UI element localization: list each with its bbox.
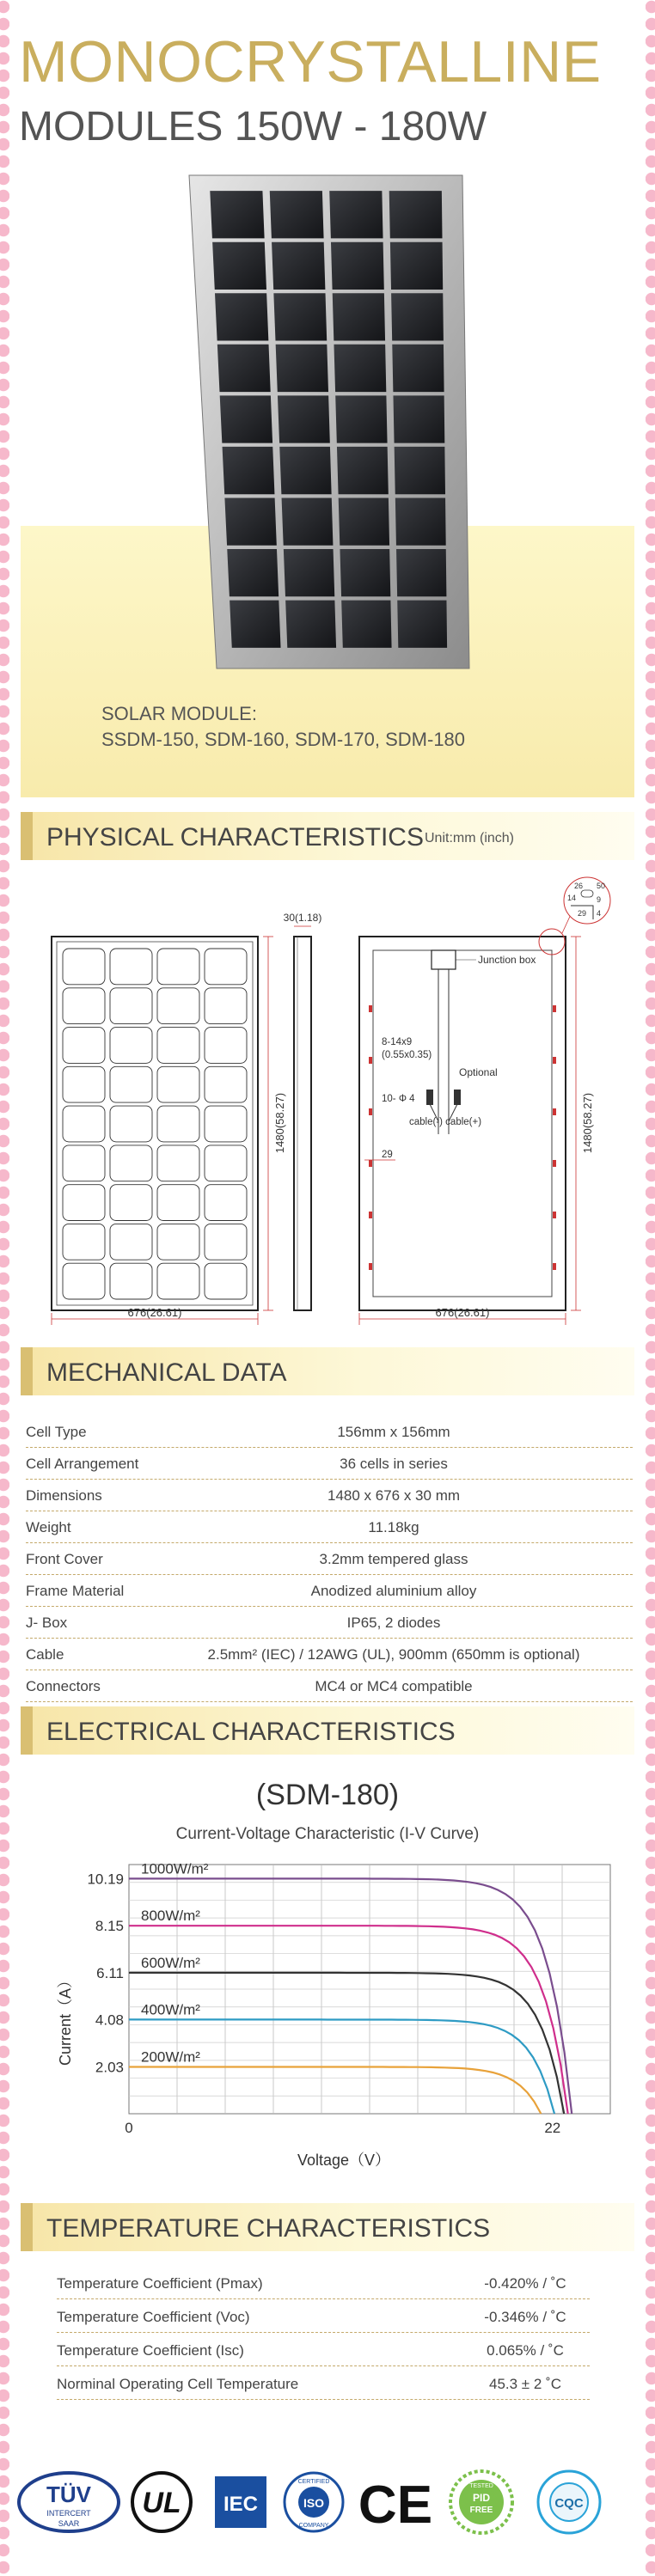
- back-view: [359, 877, 610, 1325]
- section-physical-header: [21, 812, 634, 860]
- y-tick-label: 6.11: [96, 1964, 124, 1981]
- front-cell: [110, 1224, 152, 1260]
- table-row: [57, 2366, 590, 2400]
- front-width-dim: 676(26.61): [127, 1306, 182, 1319]
- left-decorative-border: [0, 0, 9, 2576]
- page-title: MONOCRYSTALLINE: [19, 29, 602, 95]
- front-cell: [110, 988, 152, 1024]
- row-key: Temperature Coefficient (Voc): [57, 2309, 250, 2325]
- table-row: [26, 1416, 633, 1448]
- front-cell: [157, 988, 199, 1024]
- panel-cell: [333, 293, 385, 340]
- table-row: [26, 1543, 633, 1575]
- panel-cell: [279, 447, 331, 494]
- front-cell: [157, 1028, 199, 1064]
- table-row: [26, 1448, 633, 1480]
- panel-cell: [390, 242, 443, 290]
- panel-cell: [329, 191, 383, 238]
- panel-cell: [339, 497, 389, 545]
- mounting-hole: [369, 1108, 372, 1115]
- panel-cell: [335, 395, 387, 443]
- y-tick-label: 2.03: [95, 2059, 124, 2076]
- tuv-text: TÜV: [46, 2481, 91, 2507]
- front-cell: [63, 1028, 105, 1064]
- front-cell: [157, 1185, 199, 1221]
- panel-cell: [270, 191, 324, 238]
- row-key: Temperature Coefficient (Pmax): [57, 2275, 263, 2292]
- table-row: [26, 1480, 633, 1511]
- mounting-hole: [553, 1005, 556, 1012]
- row-key: Dimensions: [26, 1487, 102, 1504]
- panel-cell: [282, 497, 334, 545]
- row-value: 156mm x 156mm: [337, 1424, 450, 1440]
- panel-cell: [389, 191, 443, 238]
- holes-label: 8-14x9: [382, 1037, 413, 1047]
- front-cell: [205, 988, 247, 1024]
- series-label: 800W/m²: [141, 1908, 200, 1925]
- detail-dim-50: 50: [597, 882, 606, 890]
- row-value: -0.346% / ˚C: [484, 2309, 566, 2325]
- mounting-hole: [553, 1057, 556, 1064]
- side-view: [284, 912, 322, 1310]
- pid-text: PID: [472, 2492, 491, 2504]
- front-cell: [63, 1185, 105, 1221]
- detail-dim-14: 14: [567, 894, 577, 902]
- front-cell: [110, 1145, 152, 1181]
- panel-cell: [341, 601, 391, 648]
- row-value: 36 cells in series: [340, 1456, 448, 1472]
- front-cell: [63, 1106, 105, 1142]
- front-cell: [63, 988, 105, 1024]
- table-row: [26, 1607, 633, 1639]
- row-key: Frame Material: [26, 1583, 125, 1599]
- panel-cell: [393, 395, 444, 443]
- detail-dim-9: 9: [597, 895, 602, 904]
- ul-logo: [132, 2473, 191, 2531]
- row-value: 2.5mm² (IEC) / 12AWG (UL), 900mm (650mm is optional): [207, 1646, 580, 1663]
- iso-text: ISO: [303, 2496, 325, 2510]
- front-cell: [63, 1066, 105, 1102]
- row-key: Temperature Coefficient (Isc): [57, 2342, 244, 2359]
- mounting-hole: [369, 1160, 372, 1167]
- panel-cell: [212, 242, 266, 290]
- edge-dim: 29: [382, 1150, 393, 1160]
- y-tick-label: 8.15: [95, 1918, 124, 1935]
- iv-curve-chart: [52, 1847, 636, 2174]
- iec-logo: [215, 2476, 266, 2528]
- right-decorative-border: [646, 0, 655, 2576]
- front-cell: [205, 1066, 247, 1102]
- iso-top-text: CERTIFIED: [297, 2479, 330, 2485]
- front-cell: [157, 1145, 199, 1181]
- pid-bottom-text: FREE: [469, 2506, 493, 2515]
- table-row: [26, 1639, 633, 1670]
- back-width-dim: 676(26.61): [435, 1306, 490, 1319]
- series-label: 400W/m²: [141, 2001, 200, 2018]
- front-cell: [157, 1224, 199, 1260]
- section-mechanical-title: MECHANICAL DATA: [46, 1358, 287, 1387]
- hero-label: SOLAR MODULE:: [101, 703, 257, 724]
- mounting-hole: [553, 1108, 556, 1115]
- front-cell: [205, 1145, 247, 1181]
- front-height-dim: 1480(58.27): [273, 1092, 286, 1154]
- panel-cell: [331, 242, 384, 290]
- physical-drawing: [34, 876, 636, 1332]
- mounting-hole: [369, 1057, 372, 1064]
- tuv-sub1: INTERCERT: [46, 2509, 91, 2518]
- section-electrical-title: ELECTRICAL CHARACTERISTICS: [46, 1718, 456, 1746]
- mounting-hole: [553, 1212, 556, 1218]
- front-view: [52, 937, 286, 1325]
- front-cell: [157, 1263, 199, 1299]
- unit-label: Unit:mm (inch): [425, 831, 515, 845]
- back-height-dim: 1480(58.27): [581, 1092, 594, 1154]
- front-cell: [110, 1066, 152, 1102]
- front-cell: [63, 1224, 105, 1260]
- row-value: 11.18kg: [368, 1519, 419, 1535]
- cqc-logo: [538, 2471, 600, 2533]
- mechanical-table: [26, 1416, 633, 1702]
- front-cell: [157, 1106, 199, 1142]
- panel-cell: [210, 191, 264, 238]
- x-tick-label: 0: [125, 2120, 133, 2136]
- front-cell: [157, 1066, 199, 1102]
- row-value: 0.065% / ˚C: [487, 2342, 564, 2359]
- row-value: -0.420% / ˚C: [484, 2275, 566, 2292]
- y-tick-label: 4.08: [95, 2011, 124, 2029]
- chart-title: Current-Voltage Characteristic (I-V Curve): [175, 1825, 480, 1843]
- cables-label: cable(-) cable(+): [409, 1117, 482, 1127]
- row-value: IP65, 2 diodes: [346, 1615, 441, 1631]
- table-row: [57, 2299, 590, 2333]
- certification-logos: [17, 2459, 638, 2545]
- front-cell: [205, 949, 247, 985]
- series-label: 600W/m²: [141, 1954, 200, 1971]
- panel-cell: [227, 549, 279, 596]
- panel-cell: [397, 601, 447, 648]
- series-label: 200W/m²: [141, 2048, 200, 2066]
- ce-logo: [358, 2475, 432, 2535]
- front-cell: [63, 1145, 105, 1181]
- panel-cell: [392, 345, 444, 392]
- side-thickness-dim: 30(1.18): [283, 912, 322, 924]
- row-value: Anodized aluminium alloy: [310, 1583, 477, 1599]
- panel-cell: [334, 345, 386, 392]
- mounting-hole: [369, 1212, 372, 1218]
- panel-cell: [396, 549, 446, 596]
- row-value: 1480 x 676 x 30 mm: [327, 1487, 461, 1504]
- solar-panel-illustration: [172, 168, 481, 675]
- panel-cell: [395, 497, 446, 545]
- panel-cell: [340, 549, 390, 596]
- ground-holes-label: 10- Φ 4: [382, 1094, 415, 1104]
- row-key: Norminal Operating Cell Temperature: [57, 2376, 299, 2392]
- temperature-table: [57, 2266, 590, 2400]
- row-value: 3.2mm tempered glass: [319, 1551, 468, 1567]
- panel-cell: [273, 293, 327, 340]
- panel-cell: [391, 293, 444, 340]
- section-physical-title: PHYSICAL CHARACTERISTICS: [46, 823, 424, 852]
- panel-cell: [272, 242, 325, 290]
- table-row: [26, 1511, 633, 1543]
- iso-bottom-text: COMPANY: [298, 2523, 329, 2529]
- junction-box-label: Junction box: [478, 954, 536, 966]
- row-key: Cable: [26, 1646, 64, 1663]
- holes-inch-label: (0.55x0.35): [382, 1050, 432, 1060]
- front-cell: [110, 1185, 152, 1221]
- mounting-hole: [369, 1005, 372, 1012]
- front-cell: [63, 949, 105, 985]
- front-cell: [157, 949, 199, 985]
- mounting-hole: [553, 1160, 556, 1167]
- hero-models: SSDM-150, SDM-160, SDM-170, SDM-180: [101, 729, 466, 750]
- panel-cell: [285, 601, 336, 648]
- panel-cell: [395, 447, 445, 494]
- optional-label: Optional: [459, 1066, 498, 1078]
- table-row: [57, 2333, 590, 2366]
- panel-cell: [217, 345, 271, 392]
- ce-text: CE: [358, 2475, 433, 2535]
- table-row: [26, 1670, 633, 1702]
- y-tick-label: 10.19: [87, 1871, 124, 1888]
- panel-cell: [230, 601, 280, 648]
- pid-free-logo: [450, 2471, 512, 2533]
- chart-model: (SDM-180): [255, 1779, 400, 1811]
- table-row: [26, 1575, 633, 1607]
- detail-dim-26: 26: [574, 882, 584, 890]
- section-temperature-title: TEMPERATURE CHARACTERISTICS: [46, 2214, 491, 2243]
- detail-dim-4: 4: [597, 909, 602, 918]
- row-key: Connectors: [26, 1678, 101, 1694]
- panel-cell: [220, 395, 272, 443]
- mounting-hole: [553, 1263, 556, 1270]
- panel-cell: [223, 447, 275, 494]
- y-axis-label: Current（A）: [57, 1972, 74, 2066]
- panel-cell: [276, 345, 328, 392]
- front-cell: [205, 1263, 247, 1299]
- section-mechanical-header: [21, 1347, 634, 1395]
- row-value: 45.3 ± 2 ˚C: [489, 2376, 561, 2392]
- front-cell: [110, 1263, 152, 1299]
- mounting-hole: [369, 1263, 372, 1270]
- iso-logo: [285, 2473, 343, 2531]
- table-row: [57, 2266, 590, 2299]
- cqc-text: CQC: [554, 2496, 584, 2511]
- panel-cell: [337, 447, 389, 494]
- panel-cell: [215, 293, 268, 340]
- tuv-sub2: SAAR: [58, 2519, 80, 2528]
- front-cell: [205, 1185, 247, 1221]
- front-cell: [110, 949, 152, 985]
- iec-text: IEC: [223, 2493, 259, 2516]
- front-cell: [110, 1106, 152, 1142]
- panel-cell: [278, 395, 330, 443]
- ul-text: UL: [142, 2487, 181, 2519]
- row-key: Cell Type: [26, 1424, 87, 1440]
- front-cell: [110, 1028, 152, 1064]
- row-key: Cell Arrangement: [26, 1456, 139, 1472]
- section-electrical-header: [21, 1706, 634, 1755]
- front-cell: [205, 1224, 247, 1260]
- front-cell: [63, 1263, 105, 1299]
- section-temperature-header: [21, 2203, 634, 2251]
- detail-dim-29: 29: [578, 909, 587, 918]
- row-key: J- Box: [26, 1615, 68, 1631]
- panel-cell: [284, 549, 334, 596]
- front-cell: [205, 1028, 247, 1064]
- row-key: Front Cover: [26, 1551, 103, 1567]
- hero-caption: [101, 701, 465, 753]
- pid-top-text: TESTED: [469, 2483, 493, 2489]
- tuv-logo: [19, 2473, 119, 2531]
- panel-cell: [224, 497, 276, 545]
- series-label: 1000W/m²: [141, 1860, 209, 1877]
- page-subtitle: MODULES 150W - 180W: [19, 104, 487, 150]
- x-tick-label: 22: [544, 2120, 561, 2136]
- x-axis-label: Voltage（V）: [297, 2152, 391, 2169]
- row-value: MC4 or MC4 compatible: [315, 1678, 473, 1694]
- front-cell: [205, 1106, 247, 1142]
- row-key: Weight: [26, 1519, 71, 1535]
